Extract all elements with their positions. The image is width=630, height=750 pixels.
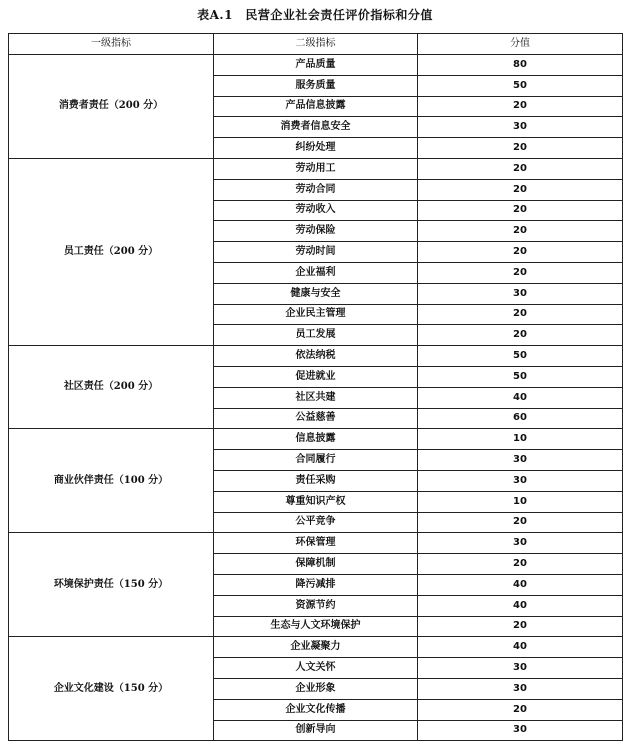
score-cell: 20 <box>418 699 623 720</box>
score-cell: 20 <box>418 325 623 346</box>
score-cell: 40 <box>418 387 623 408</box>
indicator-cell: 纠纷处理 <box>214 138 418 159</box>
score-cell: 20 <box>418 554 623 575</box>
score-cell: 30 <box>418 720 623 741</box>
indicator-cell: 企业福利 <box>214 262 418 283</box>
score-cell: 20 <box>418 138 623 159</box>
score-cell: 60 <box>418 408 623 429</box>
score-cell: 40 <box>418 637 623 658</box>
score-cell: 30 <box>418 678 623 699</box>
category-cell: 员工责任（200 分） <box>9 158 214 345</box>
indicator-cell: 环保管理 <box>214 533 418 554</box>
score-cell: 20 <box>418 221 623 242</box>
indicator-cell: 尊重知识产权 <box>214 491 418 512</box>
indicator-cell: 保障机制 <box>214 554 418 575</box>
indicator-cell: 服务质量 <box>214 75 418 96</box>
score-cell: 30 <box>418 450 623 471</box>
table-row <box>9 55 623 76</box>
indicator-cell: 产品质量 <box>214 55 418 76</box>
indicator-cell: 员工发展 <box>214 325 418 346</box>
score-table <box>8 33 623 741</box>
table-row <box>9 346 623 367</box>
indicator-cell: 资源节约 <box>214 595 418 616</box>
indicator-cell: 健康与安全 <box>214 283 418 304</box>
indicator-cell: 产品信息披露 <box>214 96 418 117</box>
score-cell: 10 <box>418 491 623 512</box>
indicator-cell: 社区共建 <box>214 387 418 408</box>
score-cell: 40 <box>418 595 623 616</box>
score-cell: 20 <box>418 304 623 325</box>
score-cell: 20 <box>418 262 623 283</box>
indicator-cell: 依法纳税 <box>214 346 418 367</box>
score-cell: 30 <box>418 533 623 554</box>
indicator-cell: 公益慈善 <box>214 408 418 429</box>
table-body <box>9 55 623 741</box>
score-cell: 20 <box>418 158 623 179</box>
indicator-cell: 创新导向 <box>214 720 418 741</box>
category-cell: 环境保护责任（150 分） <box>9 533 214 637</box>
indicator-cell: 消费者信息安全 <box>214 117 418 138</box>
indicator-cell: 信息披露 <box>214 429 418 450</box>
indicator-cell: 促进就业 <box>214 366 418 387</box>
indicator-cell: 企业形象 <box>214 678 418 699</box>
indicator-cell: 公平竞争 <box>214 512 418 533</box>
indicator-cell: 劳动收入 <box>214 200 418 221</box>
indicator-cell: 企业文化传播 <box>214 699 418 720</box>
indicator-cell: 企业民主管理 <box>214 304 418 325</box>
score-cell: 40 <box>418 574 623 595</box>
table-row <box>9 637 623 658</box>
score-cell: 20 <box>418 512 623 533</box>
indicator-cell: 劳动保险 <box>214 221 418 242</box>
score-cell: 20 <box>418 179 623 200</box>
indicator-cell: 人文关怀 <box>214 658 418 679</box>
header-row <box>9 34 623 55</box>
indicator-cell: 劳动用工 <box>214 158 418 179</box>
category-cell: 社区责任（200 分） <box>9 346 214 429</box>
indicator-cell: 降污减排 <box>214 574 418 595</box>
indicator-cell: 责任采购 <box>214 470 418 491</box>
table-row <box>9 429 623 450</box>
table-row <box>9 158 623 179</box>
score-cell: 30 <box>418 658 623 679</box>
score-cell: 30 <box>418 117 623 138</box>
score-cell: 20 <box>418 616 623 637</box>
score-cell: 10 <box>418 429 623 450</box>
category-cell: 企业文化建设（150 分） <box>9 637 214 741</box>
score-cell: 30 <box>418 283 623 304</box>
indicator-cell: 合同履行 <box>214 450 418 471</box>
indicator-cell: 劳动合同 <box>214 179 418 200</box>
indicator-cell: 企业凝聚力 <box>214 637 418 658</box>
score-cell: 50 <box>418 75 623 96</box>
header-level2: 二级指标 <box>214 34 418 55</box>
score-cell: 20 <box>418 96 623 117</box>
category-cell: 消费者责任（200 分） <box>9 55 214 159</box>
header-level1: 一级指标 <box>9 34 214 55</box>
indicator-cell: 生态与人文环境保护 <box>214 616 418 637</box>
score-cell: 80 <box>418 55 623 76</box>
score-cell: 30 <box>418 470 623 491</box>
score-cell: 20 <box>418 200 623 221</box>
table-row <box>9 533 623 554</box>
indicator-cell: 劳动时间 <box>214 242 418 263</box>
header-score: 分值 <box>418 34 623 55</box>
score-cell: 50 <box>418 346 623 367</box>
score-cell: 50 <box>418 366 623 387</box>
score-cell: 20 <box>418 242 623 263</box>
category-cell: 商业伙伴责任（100 分） <box>9 429 214 533</box>
table-title: 表A.1 民营企业社会责任评价指标和分值 <box>197 8 433 22</box>
